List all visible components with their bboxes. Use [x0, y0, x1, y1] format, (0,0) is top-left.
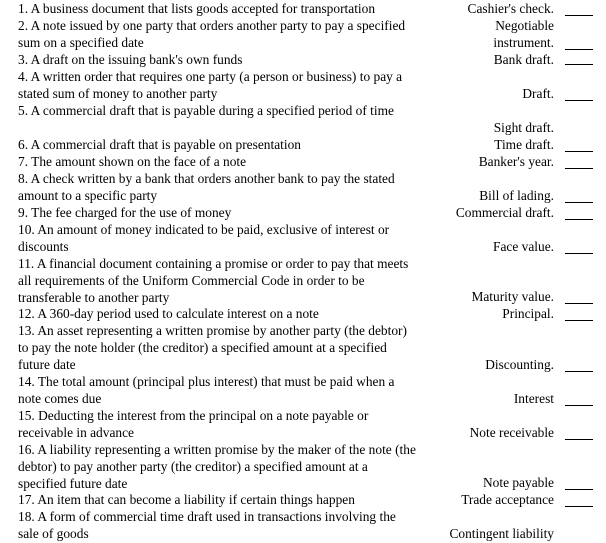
- definition-13: 13. An asset representing a written promise by another party (the debtor) to pay the note holder (the creditor) a specified amount at a specified future date: [18, 323, 407, 372]
- term-draft: Draft.: [522, 86, 554, 101]
- term-note-receivable: Note receivable: [469, 425, 554, 440]
- answer-blank[interactable]: [565, 100, 593, 101]
- answer-blank[interactable]: [565, 151, 593, 152]
- answer-blank[interactable]: [565, 371, 593, 372]
- answer-blank[interactable]: [565, 168, 593, 169]
- definition-8: 8. A check written by a bank that orders another bank to pay the stated amount to a specific party: [18, 171, 395, 203]
- term-instrument: instrument.: [493, 35, 554, 50]
- term-bank-draft: Bank draft.: [493, 52, 554, 67]
- answer-blank[interactable]: [565, 49, 593, 50]
- term-maturity-value: Maturity value.: [471, 289, 554, 304]
- definition-2: 2. A note issued by one party that orders another party to pay a specified sum on a specified date: [18, 18, 406, 50]
- answer-blank[interactable]: [565, 506, 593, 507]
- definition-16: 16. A liability representing a written promise by the maker of the note (the debtor) to pay another party (the creditor) a specified amount at a specified future date: [18, 442, 416, 491]
- term-interest: Interest: [513, 391, 554, 406]
- definition-10: 10. An amount of money indicated to be paid, exclusive of interest or discounts: [18, 222, 390, 254]
- term-time-draft: Time draft.: [494, 137, 554, 152]
- definition-5: 5. A commercial draft that is payable during a specified period of time: [18, 103, 394, 118]
- answer-blank[interactable]: [565, 15, 593, 16]
- term-commercial-draft: Commercial draft.: [455, 205, 554, 220]
- answer-blank[interactable]: [565, 219, 593, 220]
- definition-18: 18. A form of commercial time draft used in transactions involving the sale of goods: [18, 509, 396, 541]
- definition-1: 1. A business document that lists goods accepted for transportation: [18, 1, 376, 16]
- definition-3: 3. A draft on the issuing bank's own funds: [18, 52, 243, 67]
- definition-14: 14. The total amount (principal plus interest) that must be paid when a note comes due: [18, 374, 395, 406]
- term-negotiable: Negotiable: [495, 18, 554, 33]
- definition-17: 17. An item that can become a liability if certain things happen: [18, 492, 355, 507]
- answer-blank[interactable]: [565, 64, 593, 65]
- term-sight-draft: Sight draft.: [493, 120, 554, 135]
- definition-11: 11. A financial document containing a promise or order to pay that meets all requirements of the Uniform Commercial Code in order to be transferable to another party: [18, 256, 409, 305]
- term-bankers-year: Banker's year.: [478, 154, 554, 169]
- answer-blank[interactable]: [565, 439, 593, 440]
- definition-6: 6. A commercial draft that is payable on presentation: [18, 137, 301, 152]
- term-trade-acceptance: Trade acceptance: [461, 492, 554, 507]
- term-note-payable: Note payable: [482, 475, 554, 490]
- definition-9: 9. The fee charged for the use of money: [18, 205, 232, 220]
- definition-12: 12. A 360-day period used to calculate interest on a note: [18, 306, 319, 321]
- term-cashiers-check: Cashier's check.: [467, 1, 554, 16]
- term-bill-of-lading: Bill of lading.: [479, 188, 554, 203]
- answer-blank[interactable]: [565, 202, 593, 203]
- answer-blank[interactable]: [565, 489, 593, 490]
- term-discounting: Discounting.: [485, 357, 554, 372]
- definition-7: 7. The amount shown on the face of a note: [18, 154, 247, 169]
- answer-blank[interactable]: [565, 405, 593, 406]
- answer-blank[interactable]: [565, 303, 593, 304]
- definition-4: 4. A written order that requires one party (a person or business) to pay a stated sum of money to another party: [18, 69, 403, 101]
- term-contingent-liability: Contingent liability: [449, 526, 554, 541]
- answer-blank[interactable]: [565, 253, 593, 254]
- answer-blank[interactable]: [565, 320, 593, 321]
- term-principal: Principal.: [502, 306, 554, 321]
- definition-15: 15. Deducting the interest from the principal on a note payable or receivable in advance: [18, 408, 369, 440]
- term-face-value: Face value.: [493, 239, 554, 254]
